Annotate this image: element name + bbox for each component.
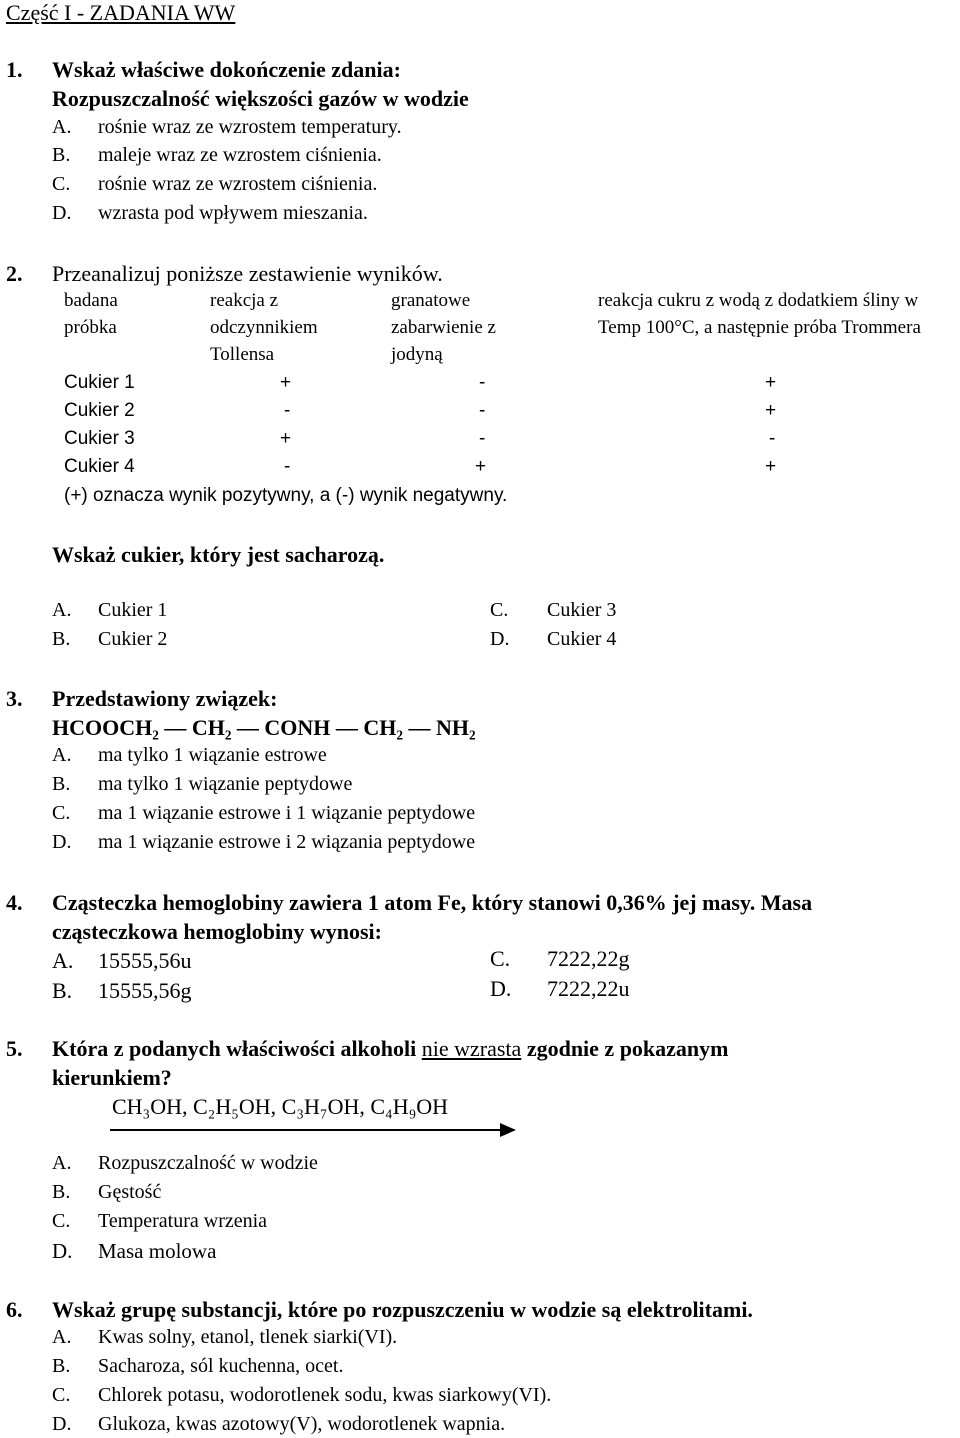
table-row-3-trommer: -: [769, 428, 776, 449]
q4-option-d: [490, 976, 630, 1002]
option-letter: B.: [52, 1355, 71, 1377]
table-header-tollens: reakcja z odczynnikiem Tollensa: [210, 290, 318, 365]
q2-option-c: [490, 599, 616, 622]
option-letter: C.: [490, 946, 511, 971]
option-text: 7222,22g: [547, 946, 630, 971]
option-letter: A.: [52, 948, 74, 973]
q5-number: 5.: [6, 1036, 23, 1061]
option-text: Masa molowa: [98, 1239, 217, 1263]
q5-line1-underlined: nie wzrasta: [421, 1036, 522, 1061]
q4-line2: cząsteczkowa hemoglobiny wynosi:: [52, 919, 382, 944]
option-text: Cukier 2: [98, 628, 168, 650]
option-text: rośnie wraz ze wzrostem ciśnienia.: [98, 173, 378, 195]
q3-option-a: [52, 744, 327, 767]
q3-option-d: [52, 831, 475, 854]
q2-option-a: [52, 599, 167, 622]
q3-line1: Przedstawiony związek:: [52, 686, 278, 711]
option-letter: B.: [52, 628, 71, 650]
table-row-2-trommer: +: [765, 400, 777, 421]
direction-arrow-icon: [108, 1120, 518, 1140]
table-row-4-trommer: +: [765, 456, 777, 477]
q5-line2: kierunkiem?: [52, 1065, 172, 1090]
q1-line1: Wskaż właściwe dokończenie zdania:: [52, 57, 401, 82]
table-row-2-iodine: -: [479, 400, 486, 421]
table-row-4-iodine: +: [475, 456, 487, 477]
q1-line2: Rozpuszczalność większości gazów w wodzie: [52, 86, 469, 111]
q5-option-d: [52, 1239, 216, 1264]
table-row-2-tollens: -: [284, 400, 291, 421]
q4-number: 4.: [6, 890, 23, 915]
option-text: Kwas solny, etanol, tlenek siarki(VI).: [98, 1326, 398, 1348]
q6-heading: [6, 1297, 753, 1323]
q2-option-b: [52, 628, 167, 651]
option-text: Temperatura wrzenia: [98, 1210, 268, 1232]
table-row-1-trommer: +: [765, 372, 777, 393]
q1-option-b: [52, 144, 382, 167]
option-text: 7222,22u: [547, 976, 630, 1001]
table-note: (+) oznacza wynik pozytywny, a (-) wynik negatywny.: [64, 485, 508, 506]
option-letter: B.: [52, 144, 71, 166]
table-row-1-name: Cukier 1: [64, 372, 135, 393]
q4-option-a: [52, 948, 192, 974]
table-header-iodine: granatowe zabarwienie z jodyną: [391, 290, 496, 365]
option-text: Cukier 4: [547, 628, 617, 650]
option-letter: C.: [52, 802, 71, 824]
q6-option-a: [52, 1326, 397, 1349]
option-letter: A.: [52, 744, 72, 766]
table-row-4-tollens: -: [284, 456, 291, 477]
option-text: 15555,56u: [98, 948, 192, 973]
q4-option-b: [52, 978, 192, 1004]
q2-number: 2.: [6, 261, 23, 286]
q1-option-d: [52, 202, 368, 225]
option-text: ma tylko 1 wiązanie estrowe: [98, 744, 327, 766]
table-row-1-tollens: +: [280, 372, 292, 393]
option-text: ma 1 wiązanie estrowe i 1 wiązanie peptydowe: [98, 802, 476, 824]
option-letter: C.: [52, 1384, 71, 1406]
table-header-trommer: reakcja cukru z wodą z dodatkiem śliny w Temp 100°C, a następnie próba Trommera: [598, 290, 921, 338]
option-letter: A.: [52, 1152, 72, 1174]
option-text: Cukier 3: [547, 599, 617, 621]
option-text: Cukier 1: [98, 599, 168, 621]
option-letter: D.: [52, 831, 72, 853]
option-text: Chlorek potasu, wodorotlenek sodu, kwas siarkowy(VI).: [98, 1384, 552, 1406]
option-letter: C.: [52, 1210, 71, 1232]
q3-heading: [6, 686, 277, 712]
q2-question: Wskaż cukier, który jest sacharozą.: [52, 542, 385, 567]
q5-formula: CH₃OH, C₂H₅OH, C₃H₇OH, C₄H₉OH: [112, 1094, 449, 1119]
option-letter: B.: [52, 978, 73, 1003]
option-text: rośnie wraz ze wzrostem temperatury.: [98, 116, 402, 138]
option-text: Rozpuszczalność w wodzie: [98, 1152, 318, 1174]
option-text: wzrasta pod wpływem mieszania.: [98, 202, 368, 224]
option-text: 15555,56g: [98, 978, 192, 1003]
q3-option-c: [52, 802, 475, 825]
q1-option-c: [52, 173, 377, 196]
option-letter: B.: [52, 773, 71, 795]
option-text: Glukoza, kwas azotowy(V), wodorotlenek wapnia.: [98, 1413, 506, 1435]
option-text: ma tylko 1 wiązanie peptydowe: [98, 773, 353, 795]
q6-line1: Wskaż grupę substancji, które po rozpuszczeniu w wodzie są elektrolitami.: [52, 1297, 753, 1322]
q4-line1: Cząsteczka hemoglobiny zawiera 1 atom Fe, który stanowi 0,36% jej masy. Masa: [52, 890, 813, 915]
q5-option-a: [52, 1152, 318, 1175]
table-row-3-tollens: +: [280, 428, 292, 449]
q2-option-d: [490, 628, 616, 651]
q6-option-c: [52, 1384, 551, 1407]
q5-line1-a: Która z podanych właściwości alkoholi: [52, 1036, 422, 1061]
q6-option-b: [52, 1355, 343, 1378]
option-letter: D.: [490, 976, 512, 1001]
table-row-3-name: Cukier 3: [64, 428, 135, 449]
option-letter: D.: [52, 202, 72, 224]
table-header-sample: badana próbka: [64, 290, 118, 338]
option-letter: D.: [52, 1239, 73, 1263]
q6-number: 6.: [6, 1297, 23, 1322]
option-letter: C.: [490, 599, 509, 621]
option-letter: A.: [52, 1326, 72, 1348]
option-letter: C.: [52, 173, 71, 195]
q1-number: 1.: [6, 57, 23, 82]
q3-option-b: [52, 773, 352, 796]
option-letter: A.: [52, 116, 72, 138]
table-row-2-name: Cukier 2: [64, 400, 135, 421]
q2-line1: Przeanalizuj poniższe zestawienie wyników.: [52, 261, 443, 286]
table-row-3-iodine: -: [479, 428, 486, 449]
q3-formula: HCOOCH₂ — CH₂ — CONH — CH₂ — NH₂: [52, 715, 476, 740]
table-row-1-iodine: -: [479, 372, 486, 393]
option-letter: D.: [490, 628, 510, 650]
option-text: ma 1 wiązanie estrowe i 2 wiązania peptydowe: [98, 831, 476, 853]
q5-option-c: [52, 1210, 267, 1233]
option-letter: A.: [52, 599, 72, 621]
q1-option-a: [52, 116, 402, 139]
q2-heading: [6, 261, 443, 287]
option-text: Gęstość: [98, 1181, 162, 1203]
q5-option-b: [52, 1181, 161, 1204]
page-title: Część I - ZADANIA WW: [6, 0, 236, 25]
option-text: maleje wraz ze wzrostem ciśnienia.: [98, 144, 382, 166]
q5-heading: [6, 1036, 729, 1062]
q5-line1-b: zgodnie z pokazanym: [521, 1036, 729, 1061]
table-row-4-name: Cukier 4: [64, 456, 135, 477]
q4-heading: [6, 890, 812, 916]
option-text: Sacharoza, sól kuchenna, ocet.: [98, 1355, 344, 1377]
option-letter: B.: [52, 1181, 71, 1203]
q3-number: 3.: [6, 686, 23, 711]
q4-option-c: [490, 946, 630, 972]
q6-option-d: [52, 1413, 505, 1436]
q1-heading: [6, 57, 401, 83]
option-letter: D.: [52, 1413, 72, 1435]
